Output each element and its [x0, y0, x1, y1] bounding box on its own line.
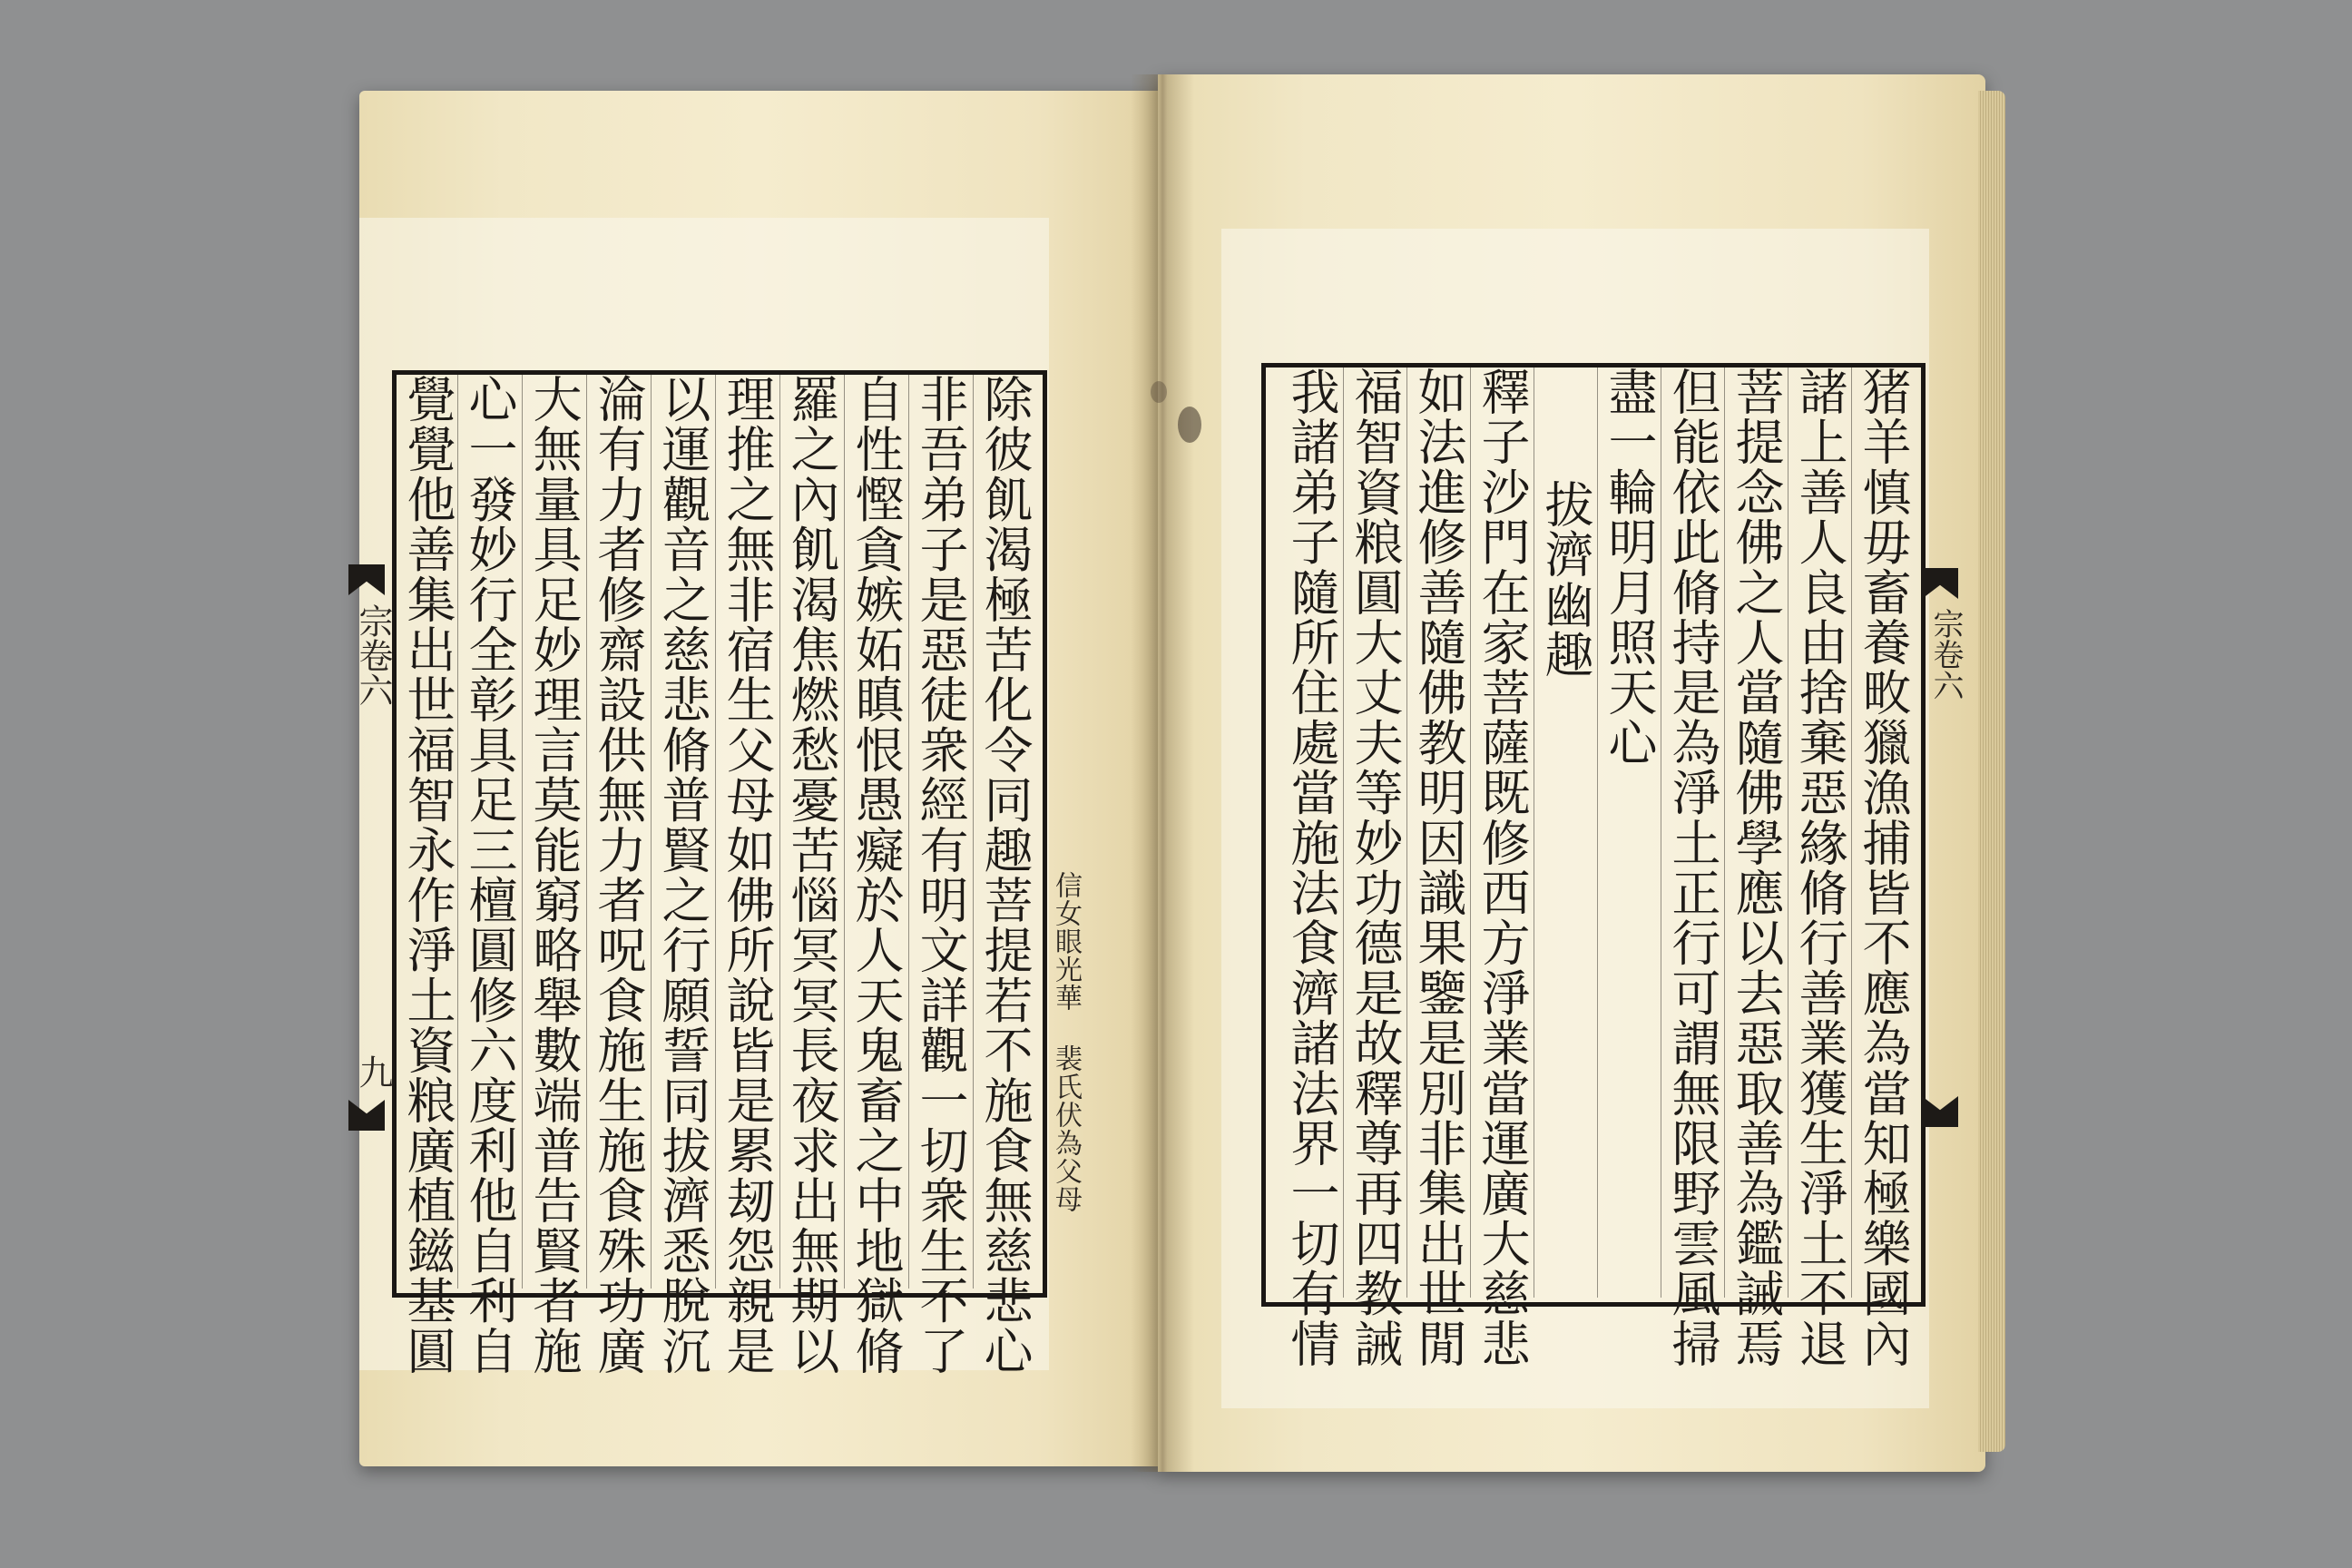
ink-stain: [1151, 381, 1167, 403]
right-section-heading: 拔濟幽趣: [1537, 479, 1594, 680]
left-column-5: 理推之無非宿生父母如佛所說皆是累刼怨親是: [719, 374, 776, 1376]
left-fold-number: 九: [353, 1054, 393, 1089]
left-fold-label: 宗卷六: [353, 603, 393, 707]
left-column-3: 自性慳貪嫉妬瞋恨愚癡於人天鬼畜之中地獄脩: [848, 374, 905, 1376]
left-column-7: 淪有力者修齋設供無力者呪食施生施食殊功廣: [590, 374, 647, 1376]
right-fold-label: 宗卷六: [1927, 608, 1964, 701]
book-gutter: [1131, 74, 1194, 1472]
donor-inscription: 信女眼光華 裴氏伏為父母: [1050, 871, 1082, 1213]
left-column-1: 除彼飢渴極苦化令同趣菩提若不施食無慈悲心: [976, 374, 1034, 1376]
right-column-1: 猪羊慎毋畜養畋獵漁捕皆不應為當知極樂國內: [1855, 367, 1912, 1368]
right-column-10: 我諸弟子隨所住處當施法食濟諸法界一切有情: [1283, 367, 1340, 1368]
left-column-2: 非吾弟子是惡徒衆經有明文詳觀一切衆生不了: [912, 374, 969, 1376]
right-column-4: 但能依此脩持是為淨土正行可謂無限野雲風掃: [1664, 367, 1721, 1368]
right-text-columns: [1265, 367, 1916, 1368]
right-column-7: 釋子沙門在家菩薩既修西方淨業當運廣大慈悲: [1474, 367, 1531, 1368]
right-column-8: 如法進修善隨佛教明因識果鑒是別非集出世閒: [1410, 367, 1467, 1368]
right-column-5: 盡一輪明月照天心: [1601, 367, 1658, 768]
left-column-9: 心一發妙行全彰具足三檀圓修六度利他自利自: [461, 374, 518, 1376]
left-column-4: 羅之內飢渴焦燃愁憂苦惱冥冥長夜求出無期以: [783, 374, 840, 1376]
left-text-columns: [396, 374, 1038, 1376]
left-column-6: 以運觀音之慈悲脩普賢之行願誓同拔濟悉脫沉: [654, 374, 711, 1376]
page-block-edge: [1978, 91, 2005, 1452]
right-column-9: 福智資粮圓大丈夫等妙功德是故釋尊再四教誡: [1347, 367, 1404, 1368]
right-column-3: 菩提念佛之人當隨佛學應以去惡取善為鑑誡焉: [1728, 367, 1785, 1368]
left-column-10: 覺覺他善集出世福智永作淨土資粮廣植鎡基圓: [399, 374, 456, 1376]
left-column-8: 大無量具足妙理言莫能窮略舉數端普告賢者施: [525, 374, 583, 1376]
right-column-2: 諸上善人良由捨棄惡緣脩行善業獲生淨土不退: [1791, 367, 1848, 1368]
ink-stain: [1178, 407, 1201, 443]
